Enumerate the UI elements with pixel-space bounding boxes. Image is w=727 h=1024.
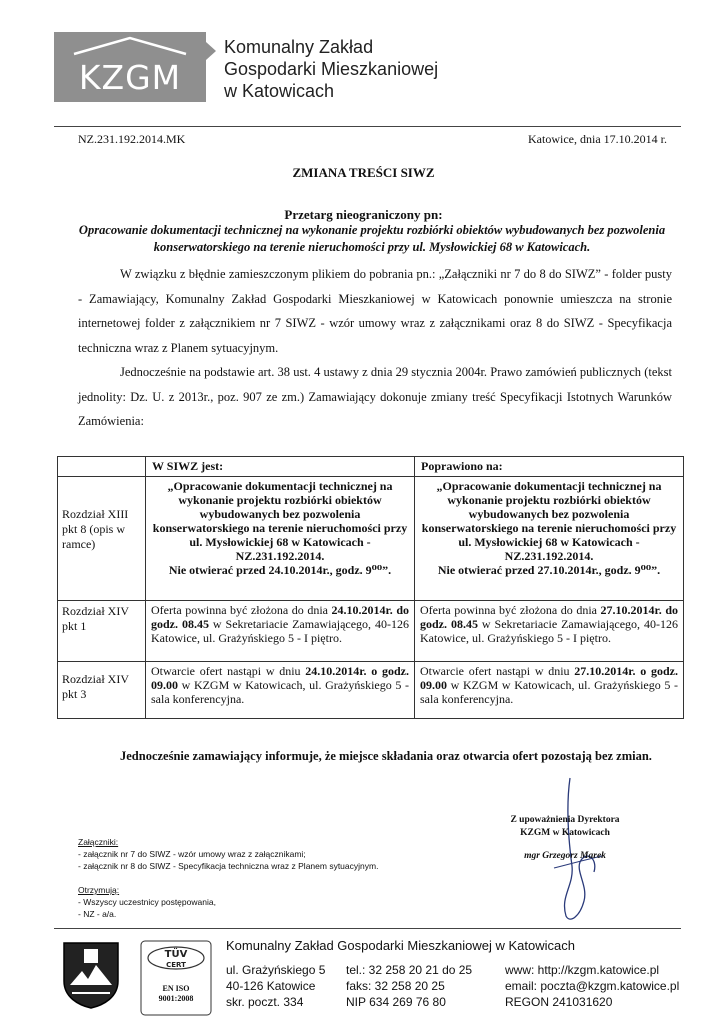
cell-before xyxy=(146,477,415,601)
attachments xyxy=(78,836,378,872)
footer-line: REGON 241031620 xyxy=(505,995,613,1009)
footer-line: faks: 32 258 20 25 xyxy=(346,979,445,993)
tender-subject: Opracowanie dokumentacji technicznej na wykonanie projektu rozbiórki obiektów wybudowanych bez pozwolenia konserwatorskiego na terenie nieruchomości przy ul. Mysłowickiej 68 w Katowicach. xyxy=(78,223,666,254)
cell-before xyxy=(146,601,415,662)
footer-phones xyxy=(346,962,472,1010)
row-label: Rozdział XIV pkt 1 xyxy=(58,601,146,662)
org-line: Gospodarki Mieszkaniowej xyxy=(224,59,439,79)
footer-line: tel.: 32 258 20 21 do 25 xyxy=(346,963,473,977)
cell-text: w KZGM w Katowicach, ul. Grażyńskiego 5 - sala konferencyjna. xyxy=(420,678,678,706)
cell-after xyxy=(415,662,684,719)
recipients-heading: Otrzymują: xyxy=(78,885,120,895)
signature-block xyxy=(495,814,635,863)
signatory-name: mgr Grzegorz Marek xyxy=(524,851,606,861)
cell-date: 24.10.2014r. o godz. 09.00 xyxy=(151,664,409,692)
org-line: w Katowicach xyxy=(224,81,335,101)
cell-before-text: „Opracowanie dokumentacji technicznej na wykonanie projektu rozbiórki obiektów wybudowanych bez pozwolenia konserwatorskiego na terenie nieruchomości przy ul. Mysłowickiej 68 w Katowicach - NZ.231.192.2014. xyxy=(152,479,408,563)
cert-label xyxy=(140,984,212,1004)
document-title: ZMIANA TREŚCI SIWZ xyxy=(292,165,435,180)
footer-divider xyxy=(54,928,681,929)
signature-line: KZGM w Katowicach xyxy=(520,828,610,838)
footer-line: ul. Grażyńskiego 5 xyxy=(226,963,326,977)
paragraph-2 xyxy=(78,360,672,434)
table-header-after: Poprawiono na: xyxy=(415,457,684,477)
cell-text: w Sekretariacie Zamawiającego, 40-126 Katowice, ul. Grażyńskiego 5 - I piętro. xyxy=(420,617,678,645)
katowice-crest-icon xyxy=(62,941,120,1009)
cell-text: Otwarcie ofert nastąpi w dniu xyxy=(420,664,570,678)
paragraph-1 xyxy=(78,262,672,360)
table-header-empty xyxy=(58,457,146,477)
footer-line: www: http://kzgm.katowice.pl xyxy=(505,963,660,977)
header-divider xyxy=(54,126,681,127)
org-line: Komunalny Zakład xyxy=(224,37,374,57)
logo-text: KZGM xyxy=(78,58,182,97)
footer-organization: Komunalny Zakład Gospodarki Mieszkaniowej w Katowicach xyxy=(226,938,575,953)
footer-line: skr. poczt. 334 xyxy=(226,995,304,1009)
cell-after xyxy=(415,477,684,601)
cell-before-date: Nie otwierać przed 24.10.2014r., godz. 9⁰⁰”. xyxy=(168,563,392,577)
cell-date: 24.10.2014r. do godz. 08.45 xyxy=(151,603,409,631)
cell-date: 27.10.2014r. do godz. 08.45 xyxy=(420,603,678,631)
list-item: - NZ - a/a. xyxy=(78,909,117,919)
tuv-cert-icon xyxy=(140,940,212,1016)
table-row xyxy=(58,477,684,601)
footer-line: 40-126 Katowice xyxy=(226,979,316,993)
cell-text: w KZGM w Katowicach, ul. Grażyńskiego 5 - sala konferencyjna. xyxy=(151,678,409,706)
row-label: Rozdział XIII pkt 8 (opis w ramce) xyxy=(58,477,146,601)
footer-address xyxy=(226,962,325,1010)
cell-text: Oferta powinna być złożona do dnia xyxy=(420,603,597,617)
changes-table xyxy=(57,456,684,719)
table-header-before: W SIWZ jest: xyxy=(146,457,415,477)
footer-web xyxy=(505,962,679,1010)
row-label: Rozdział XIV pkt 3 xyxy=(58,662,146,719)
cell-after-date: Nie otwierać przed 27.10.2014r., godz. 9⁰⁰”. xyxy=(437,563,661,577)
cert-brand-text: TÜV xyxy=(164,949,188,960)
paragraph-1-text: W związku z błędnie zamieszczonym plikiem do pobrania pn.: „Załączniki nr 7 do 8 do SIWZ” - folder pusty - Zamawiający, Komunalny Zakład Gospodarki Mieszkaniowej w Katowicach ponownie umieszcza na stronie internetowej folder z załącznikiem nr 7 SIWZ - wzór umowy wraz z załącznikami oraz 8 do SIWZ - Specyfikacja techniczna wraz z Planem sytuacyjnym. xyxy=(78,267,672,355)
cert-line: EN ISO xyxy=(162,984,190,993)
footer-line: NIP 634 269 76 80 xyxy=(346,995,446,1009)
list-item: - załącznik nr 8 do SIWZ - Specyfikacja techniczna wraz z Planem sytuacyjnym. xyxy=(78,861,379,871)
footer-line: email: poczta@kzgm.katowice.pl xyxy=(505,979,680,993)
tender-type: Przetarg nieograniczony pn: xyxy=(284,207,443,222)
cell-after-text: „Opracowanie dokumentacji technicznej na wykonanie projektu rozbiórki obiektów wybudowanych bez pozwolenia konserwatorskiego na terenie nieruchomości przy ul. Mysłowickiej 68 w Katowicach - NZ.231.192.2014. xyxy=(421,479,677,563)
organization-name xyxy=(224,36,438,102)
list-item: - załącznik nr 7 do SIWZ - wzór umowy wraz z załącznikami; xyxy=(78,849,306,859)
cell-text: Otwarcie ofert nastąpi w dniu xyxy=(151,664,301,678)
logo-arrow-icon xyxy=(206,42,216,60)
signature-line: Z upoważnienia Dyrektora xyxy=(510,815,620,825)
cell-after xyxy=(415,601,684,662)
cell-text: w Sekretariacie Zamawiającego, 40-126 Katowice, ul. Grażyńskiego 5 - I piętro. xyxy=(151,617,409,645)
place-date: Katowice, dnia 17.10.2014 r. xyxy=(528,132,667,146)
notice: Jednocześnie zamawiający informuje, że miejsce składania oraz otwarcia ofert pozostają bez zmian. xyxy=(120,749,652,763)
cell-before xyxy=(146,662,415,719)
attachments-heading: Załączniki: xyxy=(78,837,119,847)
table-row xyxy=(58,601,684,662)
reference-number: NZ.231.192.2014.MK xyxy=(78,132,186,146)
cert-sub-text: CERT xyxy=(166,961,186,969)
table-header-row xyxy=(58,457,684,477)
cell-date: 27.10.2014r. o godz. 09.00 xyxy=(420,664,678,692)
cell-text: Oferta powinna być złożona do dnia xyxy=(151,603,328,617)
cert-line: 9001:2008 xyxy=(158,994,194,1003)
kzgm-logo xyxy=(54,32,206,102)
recipients xyxy=(78,884,216,920)
paragraph-2-text: Jednocześnie na podstawie art. 38 ust. 4 ustawy z dnia 29 stycznia 2004r. Prawo zamówień publicznych (tekst jednolity: Dz. U. z 2013r., poz. 907 ze zm.) Zamawiający dokonuje zmiany treść Specyfikacji Istotnych Warunków Zamówienia: xyxy=(78,365,672,428)
list-item: - Wszyscy uczestnicy postępowania, xyxy=(78,897,216,907)
table-row xyxy=(58,662,684,719)
